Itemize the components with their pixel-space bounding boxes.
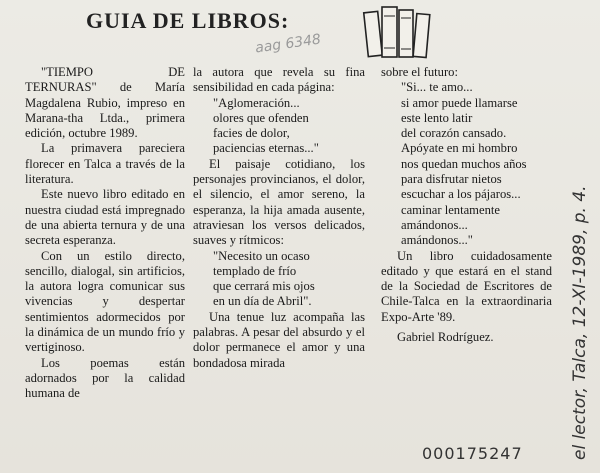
page-title: GUIA DE LIBROS: (86, 8, 290, 33)
poem-line: "Aglomeración... (213, 95, 300, 110)
poem-line: caminar lentamente (401, 202, 500, 217)
poem-line: olores que ofenden (213, 110, 309, 125)
poem-line: en un día de Abril". (213, 294, 312, 309)
poem-line: que cerrará mis ojos (213, 279, 315, 294)
poem-line: este lento latir (401, 110, 473, 125)
poem-line: amándonos... (401, 217, 468, 232)
poem-line: escuchar a los pájaros... (401, 187, 521, 202)
books-icon (362, 4, 432, 62)
paragraph: Este nuevo libro editado en nuestra ciudad está impregnado de una abierta ternura y de una secreta esperanza. (25, 187, 185, 248)
poem-line: si amor puede llamarse (401, 95, 518, 110)
article-column-2 (193, 65, 365, 371)
paragraph: sobre el futuro: (381, 65, 458, 79)
poem-line: para disfrutar nietos (401, 172, 502, 187)
paragraph: la autora que revela su fina sensibilidad en cada página: (193, 65, 365, 95)
paragraph: Una tenue luz acompaña las palabras. A pesar del absurdo y el dolor permanece el amor y una bondadosa mirada (193, 309, 365, 370)
poem-line: Apóyate en mi hombro (401, 141, 518, 156)
poem-line: paciencias eternas..." (213, 141, 319, 156)
handwritten-catalog-number: 000175247 (422, 444, 523, 463)
paragraph: La primavera pareciera florecer en Talca a través de la literatura. (25, 141, 185, 187)
paragraph: "TIEMPO DE TERNURAS" de María Magdalena Rubio, impreso en Marana-tha Ltda., primera edición, octubre 1989. (25, 65, 185, 141)
poem-line: "Si... te amo... (401, 80, 473, 95)
poem-line: del corazón cansado. (401, 126, 507, 141)
poem-line: nos quedan muchos años (401, 156, 527, 171)
archive-stamp-note: aag 6348 (254, 31, 322, 57)
author-signature: Gabriel Rodríguez. (397, 330, 494, 345)
poem-line: amándonos..." (401, 233, 473, 248)
paragraph: El paisaje cotidiano, los personajes provincianos, el dolor, el silencio, el amor sereno, la esperanza, la hija amada ausente, atraviesan los versos delicados, suaves y rítmicos: (193, 156, 365, 248)
paragraph: Los poemas están adornados por la calidad humana de (25, 355, 185, 401)
paragraph: Un libro cuidadosamente editado y que estará en el stand de la Sociedad de Escritores de Chile-Talca en la extraordinaria Expo-Arte '89. (381, 248, 552, 324)
handwritten-source-note: el lector, Talca, 12-XI-1989, p. 4. (570, 185, 590, 460)
article-column-1 (25, 65, 185, 402)
poem-line: "Necesito un ocaso (213, 248, 310, 263)
paragraph: Con un estilo directo, sencillo, dialogal, sin artificios, la autora logra comunicar sus vivencias y despertar sentimientos adormecidos por la dinámica de un mundo frío y vertiginoso. (25, 248, 185, 355)
poem-line: templado de frío (213, 263, 297, 278)
poem-line: facies de dolor, (213, 126, 290, 141)
article-column-3 (381, 65, 552, 345)
